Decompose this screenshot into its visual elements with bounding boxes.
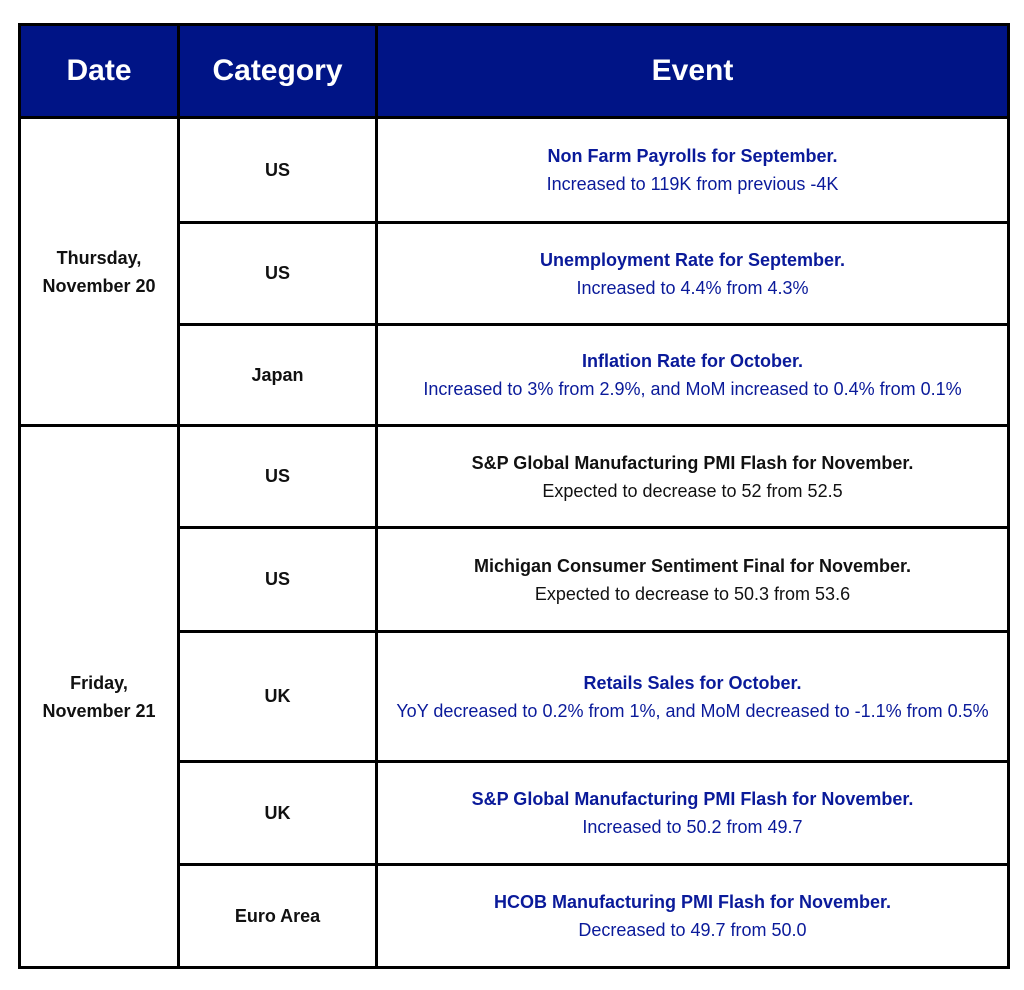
economic-calendar-table	[18, 23, 1010, 969]
event-title: S&P Global Manufacturing PMI Flash for November.	[471, 452, 914, 473]
event-description: YoY decreased to 0.2% from 1%, and MoM decreased to -1.1% from 0.5%	[396, 700, 989, 721]
category-cell: Japan	[179, 325, 377, 426]
event-cell	[377, 865, 1009, 968]
event-description: Decreased to 49.7 from 50.0	[578, 920, 807, 940]
event-description: Increased to 3% from 2.9%, and MoM increased to 0.4% from 0.1%	[423, 379, 962, 399]
event-cell	[377, 426, 1009, 528]
event-title: Inflation Rate for October.	[581, 351, 804, 371]
category-cell: US	[179, 223, 377, 325]
event-cell	[377, 528, 1009, 632]
category-cell: US	[179, 426, 377, 528]
event-cell	[377, 118, 1009, 223]
event-title: Michigan Consumer Sentiment Final for November.	[473, 555, 912, 576]
category-cell: US	[179, 528, 377, 632]
event-title: Retails Sales for October.	[583, 672, 802, 693]
event-title: S&P Global Manufacturing PMI Flash for November.	[471, 789, 914, 809]
event-cell	[377, 325, 1009, 426]
event-description: Expected to decrease to 50.3 from 53.6	[534, 583, 851, 604]
category-header: Category	[179, 25, 377, 118]
table-row	[20, 118, 1009, 223]
event-description: Increased to 119K from previous -4K	[546, 174, 839, 194]
event-cell	[377, 223, 1009, 325]
event-title: Unemployment Rate for September.	[539, 249, 846, 270]
event-cell	[377, 632, 1009, 762]
event-cell	[377, 762, 1009, 865]
event-description: Expected to decrease to 52 from 52.5	[542, 480, 843, 501]
event-header: Event	[377, 25, 1009, 118]
date-cell-thursday: Thursday, November 20	[20, 118, 179, 426]
table-row	[20, 426, 1009, 528]
category-cell: US	[179, 118, 377, 223]
category-cell: UK	[179, 632, 377, 762]
event-title: HCOB Manufacturing PMI Flash for November.	[493, 892, 892, 912]
category-cell: UK	[179, 762, 377, 865]
date-cell-friday: Friday, November 21	[20, 426, 179, 968]
event-title: Non Farm Payrolls for September.	[547, 146, 838, 166]
date-header: Date	[20, 25, 179, 118]
header-row	[20, 25, 1009, 118]
event-description: Increased to 4.4% from 4.3%	[576, 277, 809, 298]
category-cell: Euro Area	[179, 865, 377, 968]
event-description: Increased to 50.2 from 49.7	[582, 817, 803, 837]
